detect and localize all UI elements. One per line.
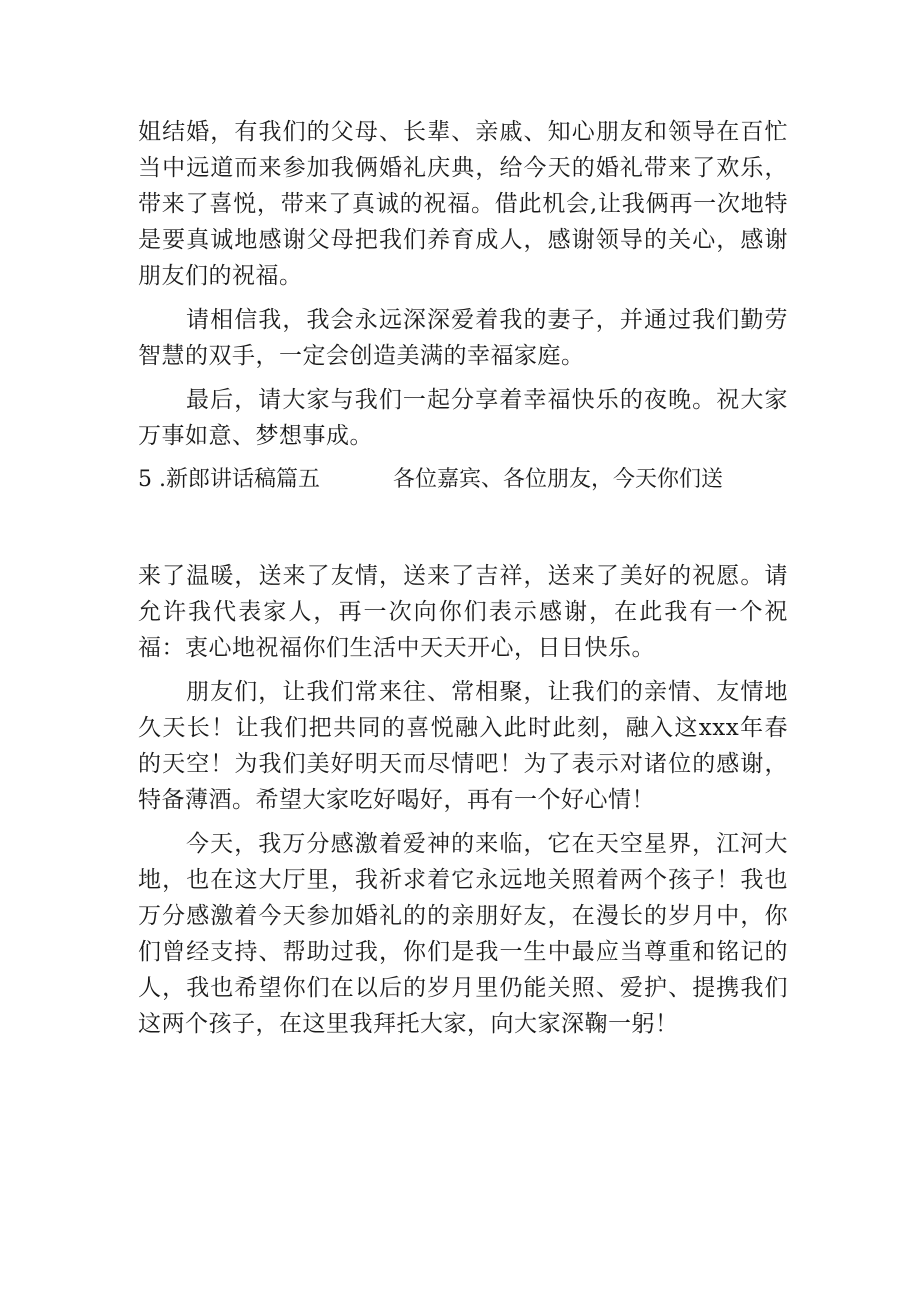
- document-page: [138, 114, 788, 1042]
- paragraph-gratitude-bow: 今天，我万分感激着爱神的来临，它在天空星界，江河大地，也在这大厅里，我祈求着它永远地关照着两个孩子！我也万分感激着今天参加婚礼的的亲朋好友，在漫长的岁月中，你们曾经支持、帮助过我，你们是我一生中最应当尊重和铭记的人，我也希望你们在以后的岁月里仍能关照、爱护、提携我们这两个孩子，在这里我拜托大家，向大家深鞠一躬！: [138, 831, 788, 1037]
- section-number-title: 5 .新郎讲话稿篇五: [138, 467, 320, 492]
- paragraph-closing-wish: 最后，请大家与我们一起分享着幸福快乐的夜晚。祝大家万事如意、梦想事成。: [138, 387, 788, 449]
- section-lead-text: 各位嘉宾、各位朋友，今天你们送: [393, 467, 724, 492]
- paragraph-friends-toast: 朋友们，让我们常来往、常相聚，让我们的亲情、友情地久天长！让我们把共同的喜悦融入此时此刻，融入这xxx年春的天空！为我们美好明天而尽情吧！为了表示对诸位的感谢，特备薄酒。希望大家吃好喝好，再有一个好心情！: [138, 679, 788, 813]
- section-spacer: [138, 498, 788, 558]
- section-heading: [138, 462, 788, 498]
- paragraph-warm-wishes: 来了温暖，送来了友情，送来了吉祥，送来了美好的祝愿。请允许我代表家人，再一次向你们表示感谢，在此我有一个祝福：衷心地祝福你们生活中天天开心，日日快乐。: [138, 563, 788, 661]
- paragraph-promise: 请相信我，我会永远深深爱着我的妻子，并通过我们勤劳智慧的双手，一定会创造美满的幸福家庭。: [138, 307, 788, 369]
- paragraph-thanks-guests: 姐结婚，有我们的父母、长辈、亲戚、知心朋友和领导在百忙当中远道而来参加我俩婚礼庆典，给今天的婚礼带来了欢乐，带来了喜悦，带来了真诚的祝福。借此机会,让我俩再一次地特是要真诚地感谢父母把我们养育成人，感谢领导的关心，感谢朋友们的祝福。: [138, 119, 788, 289]
